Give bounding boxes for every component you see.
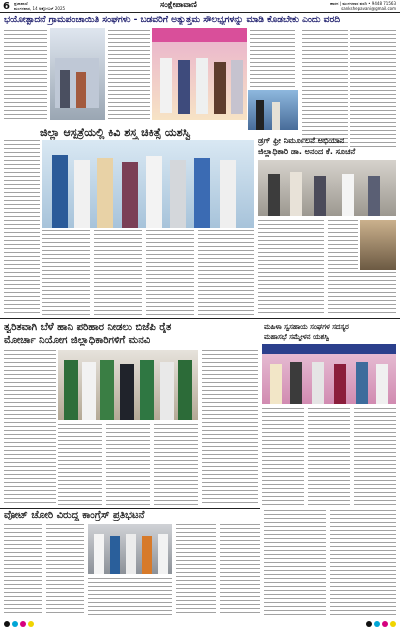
article-text-column xyxy=(46,524,84,616)
top-headline: ಭಯೋತ್ಪಾದನೆ ಗ್ರಾಮಪಂಚಾಯಿತಿ ಸಂಘಗಳು - ಬಡವರಿಗೆ ಅತ್ಯುತ್ತಮ ಸೌಲಭ್ಯಗಳನ್ನು ಮಾಡಿ ಕೊಡಬೇಕು ಎಂದು ವರದಿ xyxy=(4,15,341,25)
article-text-column xyxy=(146,230,194,318)
drug-headline-2: ಜಿಲ್ಲಾಧಿಕಾರಿ ಡಾ. ಅನಂದ ಕೆ. ಸೂಚನೆ xyxy=(258,147,356,156)
farmers-headline-2: ಮೋರ್ಚಾ ನಿಯೋಗ ಜಿಲ್ಲಾಧಿಕಾರಿಗಳಿಗೆ ಮನವಿ xyxy=(4,335,151,346)
photo-drug-meeting xyxy=(258,160,396,216)
header-email: sankshepavani@gmail.com xyxy=(341,6,396,11)
section-rule xyxy=(0,318,400,319)
registration-dot xyxy=(382,621,388,627)
header-rule xyxy=(0,12,400,13)
photo-portrait xyxy=(360,220,396,270)
article-text-column xyxy=(106,424,150,506)
registration-dot xyxy=(12,621,18,627)
page-header xyxy=(0,0,400,12)
article-text-column xyxy=(330,510,396,616)
section-rule xyxy=(0,508,260,509)
article-text-column xyxy=(250,30,295,90)
farmers-headline: ತ್ವರಿತವಾಗಿ ಬೆಳೆ ಹಾನಿ ಪರಿಹಾರ ನೀಡಲು ಬಿಜೆಪಿ ರೈತ xyxy=(4,322,172,333)
photo-farmers-petition xyxy=(58,350,198,420)
photo-office xyxy=(248,90,298,130)
article-text-column xyxy=(198,230,254,318)
article-text-column xyxy=(154,424,198,506)
registration-dot xyxy=(20,621,26,627)
article-text-column xyxy=(108,30,150,122)
masthead: ಸಂಕ್ಷೇಪಾವಾಣಿ xyxy=(160,0,197,9)
article-text-column xyxy=(4,140,40,315)
registration-dot xyxy=(374,621,380,627)
photo-hospital-team xyxy=(42,140,254,228)
registration-marks xyxy=(0,619,400,629)
sammelana-headline-2: ಮಹಾಸಭೆ ಸಮ್ಮೇಳನ ಯಶಸ್ವಿ xyxy=(264,333,330,341)
article-text-column xyxy=(220,524,260,616)
article-text-column xyxy=(354,408,396,506)
registration-dot xyxy=(4,621,10,627)
article-text-column xyxy=(264,510,326,616)
article-text-column xyxy=(328,272,396,314)
article-text-column xyxy=(262,408,304,506)
article-text-column xyxy=(350,30,396,150)
hospital-headline: ಜಿಲ್ಲಾ ಆಸ್ಪತ್ರೆಯಲ್ಲಿ ಕಿವಿ ಶಸ್ತ್ರ ಚಿಕಿತ್ಸೆ ಯಶಸ್ವಿ xyxy=(40,126,191,139)
page-number: 6 xyxy=(3,1,10,12)
registration-dot xyxy=(390,621,396,627)
registration-dot xyxy=(366,621,372,627)
article-text-column xyxy=(94,230,142,318)
photo-protest xyxy=(88,524,172,574)
photo-sammelana xyxy=(262,344,396,404)
registration-dot xyxy=(28,621,34,627)
article-text-column xyxy=(4,524,42,616)
date-line-1: ಪ್ರಜಾವಾಣಿ xyxy=(14,1,28,6)
photo-hall xyxy=(50,28,105,120)
protest-headline: ವೋಟ್ ಚೋರಿ ವಿರುದ್ಧ ಕಾಂಗ್ರೆಸ್ ಪ್ರತಿಭಟನೆ xyxy=(4,510,145,521)
header-contact: ಹಾಸನ | ಮಂಗಳವಾರ ವರದಿ • 9448 71563 xyxy=(329,1,396,6)
date-line-2: ಮಂಗಳವಾರ, 14 ಅಕ್ಟೋಬರ್ 2025 xyxy=(14,6,66,11)
sammelana-headline: ಮಹಿಳಾ ಸ್ವಸಹಾಯ ಸಂಘಗಳ ಸದಸ್ಯರ xyxy=(264,323,349,331)
article-text-column xyxy=(4,30,47,122)
article-text-column xyxy=(328,220,358,270)
article-text-column xyxy=(88,578,172,616)
date-block xyxy=(14,1,65,11)
article-text-column xyxy=(202,350,258,506)
article-text-column xyxy=(176,524,216,616)
article-text-column xyxy=(42,230,90,318)
photo-ceremony xyxy=(152,28,247,120)
drug-headline: ಡ್ರಗ್ ಫ್ರೀ ನಿರ್ಮೂಲನೆ ಅಭಿಯಾನ xyxy=(258,136,345,145)
article-text-column xyxy=(4,350,56,505)
article-text-column xyxy=(308,408,350,506)
header-right xyxy=(250,1,396,11)
article-text-column xyxy=(258,220,324,314)
article-text-column xyxy=(58,424,102,506)
